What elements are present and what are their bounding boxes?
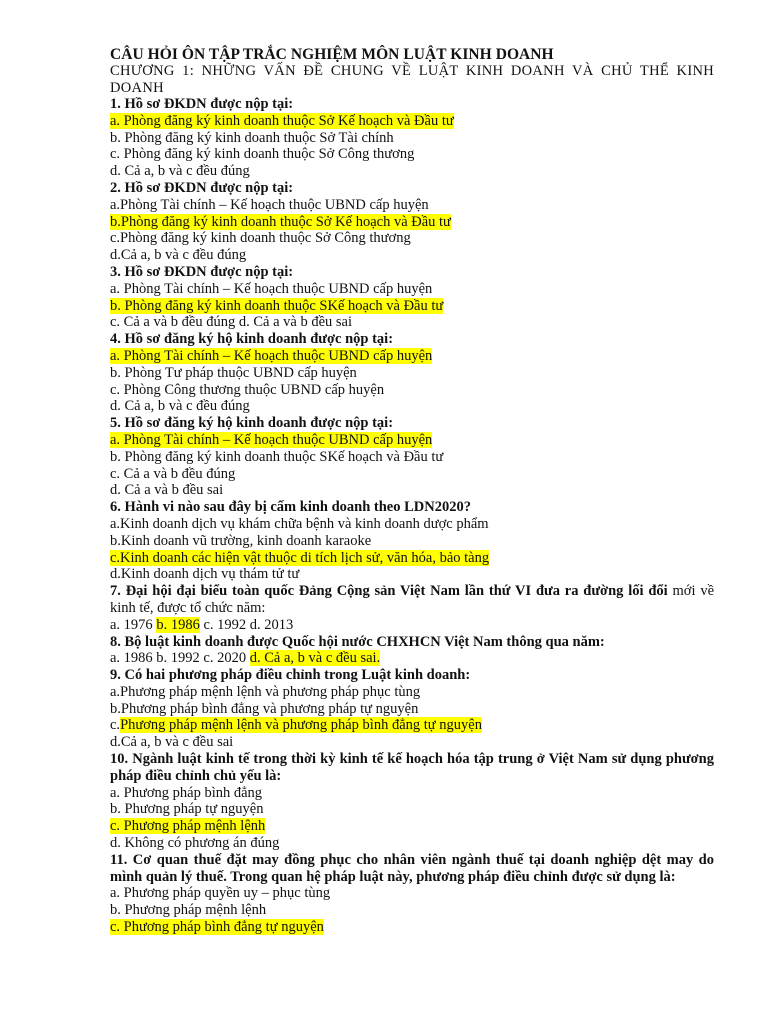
q4-option-d: d. Cả a, b và c đều đúng (110, 398, 250, 415)
answer-highlight: Phương pháp mệnh lệnh và phương pháp bình đẳng tự nguyện (120, 717, 482, 734)
q10-option-c (110, 818, 714, 835)
q10-option-a: a. Phương pháp bình đẳng (110, 784, 263, 801)
q5-option-c: c. Cả a và b đều đúng (110, 465, 236, 482)
q2-option-a: a.Phòng Tài chính – Kế hoạch thuộc UBND cấp huyện (110, 196, 429, 213)
q6-option-b: b.Kinh doanh vũ trường, kinh doanh karaoke (110, 532, 372, 549)
answer-highlight: b. Phòng đăng ký kinh doanh thuộc SKế hoạch và Đầu tư (110, 297, 444, 314)
q3-option-a: a. Phòng Tài chính – Kế hoạch thuộc UBND cấp huyện (110, 280, 433, 297)
document-title: CÂU HỎI ÔN TẬP TRẮC NGHIỆM MÔN LUẬT KINH DOANH (110, 46, 554, 63)
q3-option-cd: c. Cả a và b đều đúng d. Cả a và b đều sai (110, 314, 352, 331)
question-9: 9. Có hai phương pháp điều chỉnh trong Luật kinh doanh: (110, 667, 471, 684)
q5-option-a (110, 432, 714, 449)
q7-option-cd: c. 1992 d. 2013 (199, 616, 294, 633)
q9-option-d: d.Cả a, b và c đều sai (110, 734, 234, 751)
q11-option-a: a. Phương pháp quyền uy – phục tùng (110, 885, 331, 902)
q4-option-b: b. Phòng Tư pháp thuộc UBND cấp huyện (110, 364, 357, 381)
question-8: 8. Bộ luật kinh doanh được Quốc hội nước CHXHCN Việt Nam thông qua năm: (110, 633, 605, 650)
q1-option-a (110, 113, 714, 130)
answer-highlight: b.Phòng đăng ký kinh doanh thuộc Sở Kế hoạch và Đầu tư (110, 213, 451, 230)
q4-option-a (110, 348, 714, 365)
question-4: 4. Hồ sơ đăng ký hộ kinh doanh được nộp tại: (110, 331, 394, 348)
answer-highlight: c. Phương pháp mệnh lệnh (110, 818, 266, 835)
q5-option-b: b. Phòng đăng ký kinh doanh thuộc SKế hoạch và Đầu tư (110, 448, 444, 465)
q6-option-a: a.Kinh doanh dịch vụ khám chữa bệnh và kinh doanh dược phẩm (110, 515, 489, 532)
q10-option-b: b. Phương pháp tự nguyện (110, 801, 264, 818)
q4-option-c: c. Phòng Công thương thuộc UBND cấp huyện (110, 381, 385, 398)
q9-option-b: b.Phương pháp bình đẳng và phương pháp tự nguyện (110, 700, 419, 717)
q2-option-d: d.Cả a, b và c đều đúng (110, 247, 247, 264)
q9-option-c-prefix: c. (110, 717, 121, 734)
q3-option-b (110, 298, 714, 315)
q1-option-b: b. Phòng đăng ký kinh doanh thuộc Sở Tài chính (110, 129, 394, 146)
question-11: 11. Cơ quan thuế đặt may đồng phục cho nhân viên ngành thuế tại doanh nghiệp dệt may do mình quản lý thuế. Trong quan hệ pháp luật này, phương pháp điều chỉnh được sử dụng là: (110, 851, 714, 885)
chapter-heading: CHƯƠNG 1: NHỮNG VẤN ĐỀ CHUNG VỀ LUẬT KINH DOANH VÀ CHỦ THỂ KINH DOANH (110, 63, 714, 96)
q7-option-a: a. 1976 (110, 616, 157, 633)
answer-highlight: c.Kinh doanh các hiện vật thuộc di tích lịch sử, văn hóa, bảo tàng (110, 549, 490, 566)
q1-option-c: c. Phòng đăng ký kinh doanh thuộc Sở Công thương (110, 146, 415, 163)
question-2: 2. Hồ sơ ĐKDN được nộp tại: (110, 179, 294, 196)
question-7-text: 7. Đại hội đại biểu toàn quốc Đảng Cộng sản Việt Nam lần thứ VI đưa ra đường lối đổi (110, 583, 668, 600)
q9-option-c (110, 717, 714, 734)
q2-option-c: c.Phòng đăng ký kinh doanh thuộc Sở Công thương (110, 230, 411, 247)
q1-option-d: d. Cả a, b và c đều đúng (110, 163, 250, 180)
question-7 (110, 583, 714, 617)
answer-highlight: a. Phòng Tài chính – Kế hoạch thuộc UBND cấp huyện (110, 347, 433, 364)
question-10: 10. Ngành luật kinh tế trong thời kỳ kinh tế kế hoạch hóa tập trung ở Việt Nam sử dụng phương pháp điều chỉnh chủ yếu là: (110, 751, 714, 784)
answer-highlight: c. Phương pháp bình đẳng tự nguyện (110, 919, 324, 936)
question-7-tail: mới về kinh tế, được tổ chức năm: (110, 583, 714, 616)
answer-highlight: a. Phòng đăng ký kinh doanh thuộc Sở Kế hoạch và Đầu tư (110, 112, 454, 129)
q2-option-b (110, 214, 714, 231)
question-6: 6. Hành vi nào sau đây bị cấm kinh doanh theo LDN2020? (110, 499, 471, 516)
q6-option-c (110, 550, 714, 567)
q8-options (110, 650, 714, 667)
question-5: 5. Hồ sơ đăng ký hộ kinh doanh được nộp tại: (110, 415, 394, 432)
q8-option-abc: a. 1986 b. 1992 c. 2020 (110, 650, 250, 667)
q11-option-c (110, 919, 714, 936)
q6-option-d: d.Kinh doanh dịch vụ thám tử tư (110, 566, 300, 583)
q7-options (110, 617, 714, 634)
question-1: 1. Hồ sơ ĐKDN được nộp tại: (110, 96, 294, 112)
answer-highlight: d. Cả a, b và c đều sai. (249, 650, 381, 667)
q10-option-d: d. Không có phương án đúng (110, 835, 280, 852)
answer-highlight: a. Phòng Tài chính – Kế hoạch thuộc UBND cấp huyện (110, 431, 433, 448)
q9-option-a: a.Phương pháp mệnh lệnh và phương pháp phục tùng (110, 683, 421, 700)
question-3: 3. Hồ sơ ĐKDN được nộp tại: (110, 263, 294, 280)
q11-option-b: b. Phương pháp mệnh lệnh (110, 902, 267, 919)
answer-highlight: b. 1986 (156, 616, 200, 633)
q5-option-d: d. Cả a và b đều sai (110, 482, 224, 499)
